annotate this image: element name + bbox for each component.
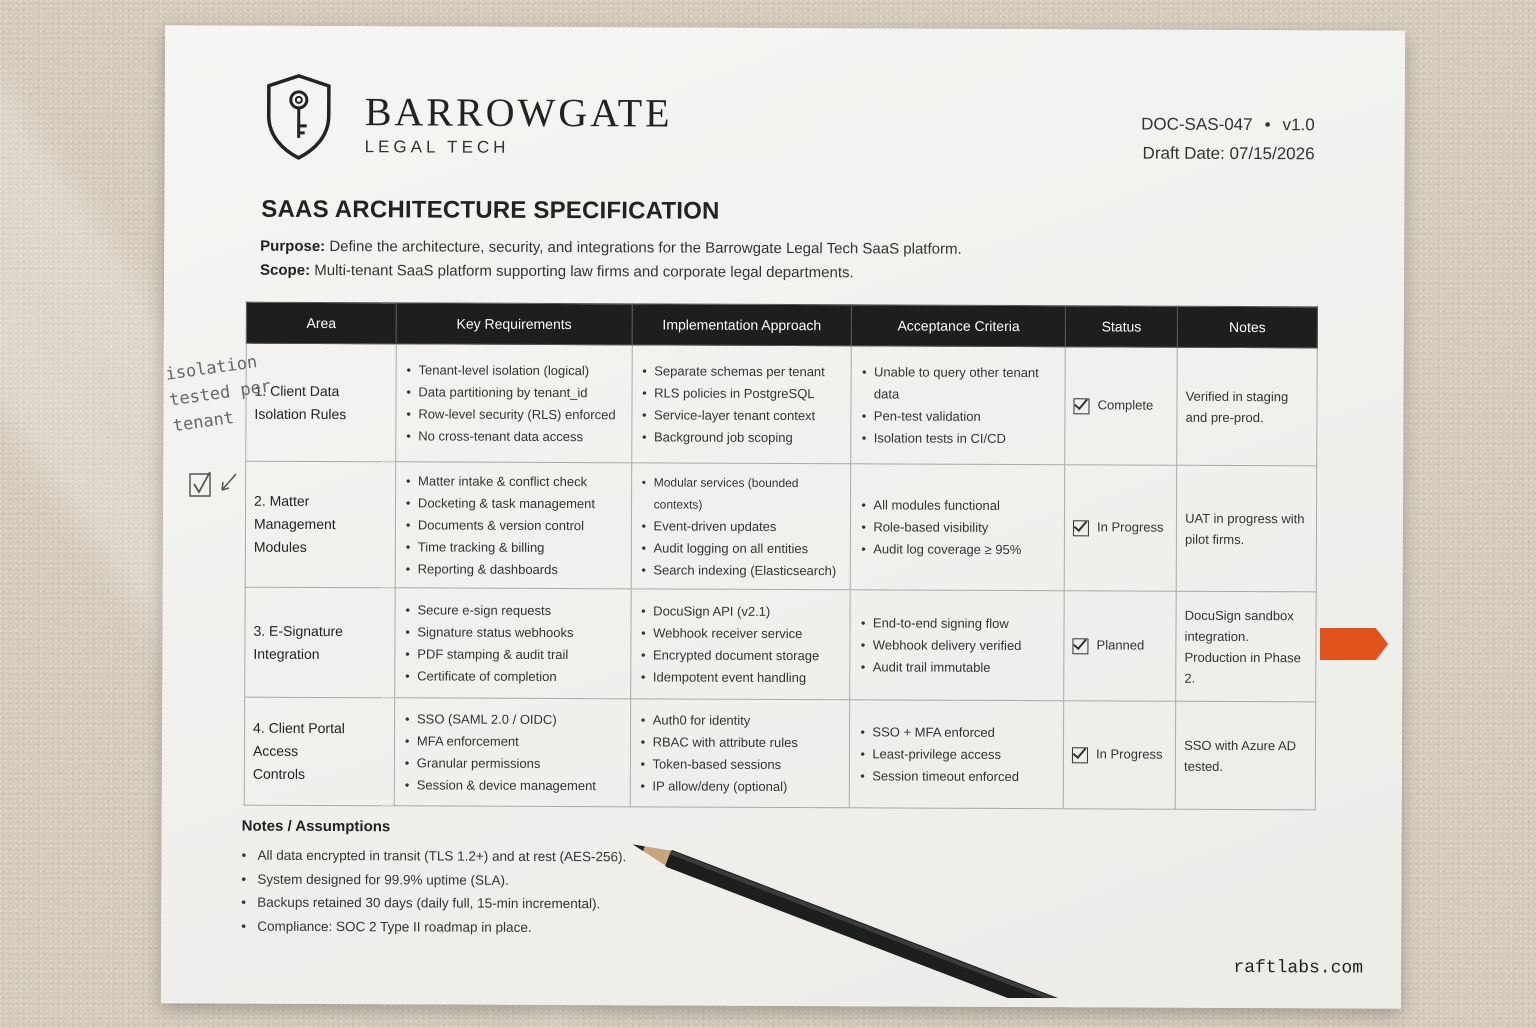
list-item: • Audit trail immutable	[873, 656, 1056, 679]
list-item: • Modular services (bounded contexts)	[654, 471, 843, 516]
list-item: • Separate schemas per tenant	[654, 360, 843, 383]
status-text: Complete	[1098, 398, 1154, 413]
status-text: In Progress	[1097, 520, 1164, 535]
notes-cell: Verified in staging and pre-prod.	[1177, 347, 1317, 466]
brand-block	[365, 88, 673, 158]
list-item: • Granular permissions	[417, 752, 622, 775]
specification-table	[244, 302, 1318, 811]
orange-tab-marker	[1320, 628, 1388, 660]
shield-key-logo-icon	[263, 72, 335, 162]
requirements-cell	[394, 698, 630, 807]
list-item: • All data encrypted in transit (TLS 1.2+) and at rest (AES-256).	[241, 844, 626, 869]
scope-line	[260, 262, 854, 282]
approach-cell	[630, 699, 850, 808]
list-item: • Least-privilege access	[872, 743, 1055, 766]
list-item: • Token-based sessions	[652, 753, 841, 776]
list-item: • Tenant-level isolation (logical)	[418, 359, 623, 382]
approach-cell	[631, 345, 851, 464]
column-header: Implementation Approach	[632, 304, 852, 346]
list-item: • Idempotent event handling	[653, 666, 842, 689]
list-item: • Search indexing (Elasticsearch)	[653, 559, 842, 582]
list-item: • Isolation tests in CI/CD	[874, 427, 1057, 450]
list-item: • Session timeout enforced	[872, 765, 1055, 788]
draft-date: Draft Date: 07/15/2026	[1141, 139, 1315, 169]
list-item: • SSO + MFA enforced	[872, 721, 1055, 744]
criteria-cell	[850, 590, 1064, 701]
status-cell	[1064, 591, 1176, 701]
brand-name: BARROWGATE	[365, 88, 673, 136]
requirements-cell	[395, 588, 631, 699]
status-cell	[1063, 701, 1175, 809]
criteria-cell	[850, 700, 1064, 809]
separator-dot: •	[1265, 115, 1271, 134]
notes-list	[241, 844, 626, 940]
list-item: • Documents & version control	[418, 514, 623, 537]
table-row	[244, 697, 1315, 810]
list-item: • End-to-end signing flow	[873, 612, 1056, 635]
list-item: • Role-based visibility	[873, 516, 1056, 539]
column-header: Acceptance Criteria	[852, 305, 1066, 347]
table-row	[246, 343, 1318, 466]
notes-heading: Notes / Assumptions	[242, 818, 391, 836]
notes-cell: DocuSign sandbox integration. Production in Phase 2.	[1176, 591, 1316, 702]
handwritten-check-icon	[188, 468, 248, 509]
list-item: • All modules functional	[873, 494, 1056, 517]
area-cell: 4. Client Portal Access Controls	[244, 697, 394, 806]
document-meta	[1141, 110, 1315, 169]
purpose-line	[260, 238, 962, 258]
criteria-cell	[851, 346, 1065, 465]
list-item: • Signature status webhooks	[417, 621, 622, 644]
list-item: • Encrypted document storage	[653, 644, 842, 667]
list-item: • SSO (SAML 2.0 / OIDC)	[417, 708, 622, 731]
scope-label: Scope:	[260, 262, 310, 279]
list-item: • Auth0 for identity	[653, 709, 842, 732]
list-item: • Row-level security (RLS) enforced	[418, 403, 623, 426]
brand-subtitle: LEGAL TECH	[365, 137, 673, 158]
list-item: • IP allow/deny (optional)	[652, 775, 841, 798]
status-text: In Progress	[1096, 747, 1163, 762]
list-item: • Compliance: SOC 2 Type II roadmap in place.	[241, 914, 626, 939]
status-cell	[1065, 347, 1177, 465]
list-item: • System designed for 99.9% uptime (SLA).	[241, 867, 626, 892]
list-item: • PDF stamping & audit trail	[417, 643, 622, 666]
list-item: • RLS policies in PostgreSQL	[654, 382, 843, 405]
approach-cell	[630, 589, 850, 700]
list-item: • Background job scoping	[654, 426, 843, 449]
checkbox-checked-icon	[1072, 747, 1088, 763]
checkbox-checked-icon	[1074, 398, 1090, 414]
list-item: • Reporting & dashboards	[418, 558, 623, 581]
list-item: • Time tracking & billing	[418, 536, 623, 559]
list-item: • Backups retained 30 days (daily full, 15-min incremental).	[241, 891, 626, 916]
notes-cell: SSO with Azure AD tested.	[1175, 701, 1315, 810]
list-item: • Webhook receiver service	[653, 622, 842, 645]
scope-text: Multi-tenant SaaS platform supporting law firms and corporate legal departments.	[314, 262, 854, 281]
area-cell: 2. Matter Management Modules	[245, 461, 395, 588]
approach-cell	[631, 463, 851, 590]
list-item: • Docketing & task management	[418, 492, 623, 515]
list-item: • Service-layer tenant context	[654, 404, 843, 427]
list-item: • Data partitioning by tenant_id	[418, 381, 623, 404]
notes-cell: UAT in progress with pilot firms.	[1176, 465, 1316, 592]
checkbox-checked-icon	[1073, 520, 1089, 536]
list-item: • Matter intake & conflict check	[418, 470, 623, 493]
list-item: • Session & device management	[417, 774, 622, 797]
handwritten-note: isolation tested per tenant	[164, 348, 276, 439]
list-item: • Certificate of completion	[417, 665, 622, 688]
table-row	[245, 461, 1317, 592]
list-item: • Audit log coverage ≥ 95%	[873, 538, 1056, 561]
list-item: • Secure e-sign requests	[417, 599, 622, 622]
list-item: • DocuSign API (v2.1)	[653, 600, 842, 623]
pencil-icon	[632, 838, 1192, 1003]
document-version: v1.0	[1283, 115, 1315, 134]
purpose-text: Define the architecture, security, and integrations for the Barrowgate Legal Tech SaaS platform.	[329, 238, 961, 258]
list-item: • Event-driven updates	[654, 515, 843, 538]
status-text: Planned	[1097, 638, 1145, 653]
list-item: • Pen-test validation	[874, 405, 1057, 428]
list-item: • RBAC with attribute rules	[653, 731, 842, 754]
website-footer: raftlabs.com	[1233, 958, 1363, 979]
purpose-label: Purpose:	[260, 238, 325, 255]
table-row	[245, 587, 1316, 702]
list-item: • Webhook delivery verified	[873, 634, 1056, 657]
status-cell	[1064, 465, 1177, 591]
column-header: Status	[1065, 306, 1177, 347]
area-cell: 1. Client Data Isolation Rules	[246, 343, 396, 462]
column-header: Key Requirements	[396, 303, 632, 345]
requirements-cell	[395, 462, 631, 589]
area-cell: 3. E-Signature Integration	[245, 587, 395, 698]
table-header-row	[246, 302, 1317, 348]
list-item: • No cross-tenant data access	[418, 425, 623, 448]
list-item: • Audit logging on all entities	[653, 537, 842, 560]
criteria-cell	[851, 464, 1065, 591]
document-title: SAAS ARCHITECTURE SPECIFICATION	[261, 196, 719, 226]
document-id: DOC-SAS-047	[1141, 115, 1253, 134]
checkbox-checked-icon	[1073, 638, 1089, 654]
requirements-cell	[396, 344, 632, 463]
list-item: • MFA enforcement	[417, 730, 622, 753]
column-header: Notes	[1177, 306, 1317, 348]
column-header: Area	[246, 302, 396, 344]
list-item: • Unable to query other tenant data	[874, 361, 1057, 406]
